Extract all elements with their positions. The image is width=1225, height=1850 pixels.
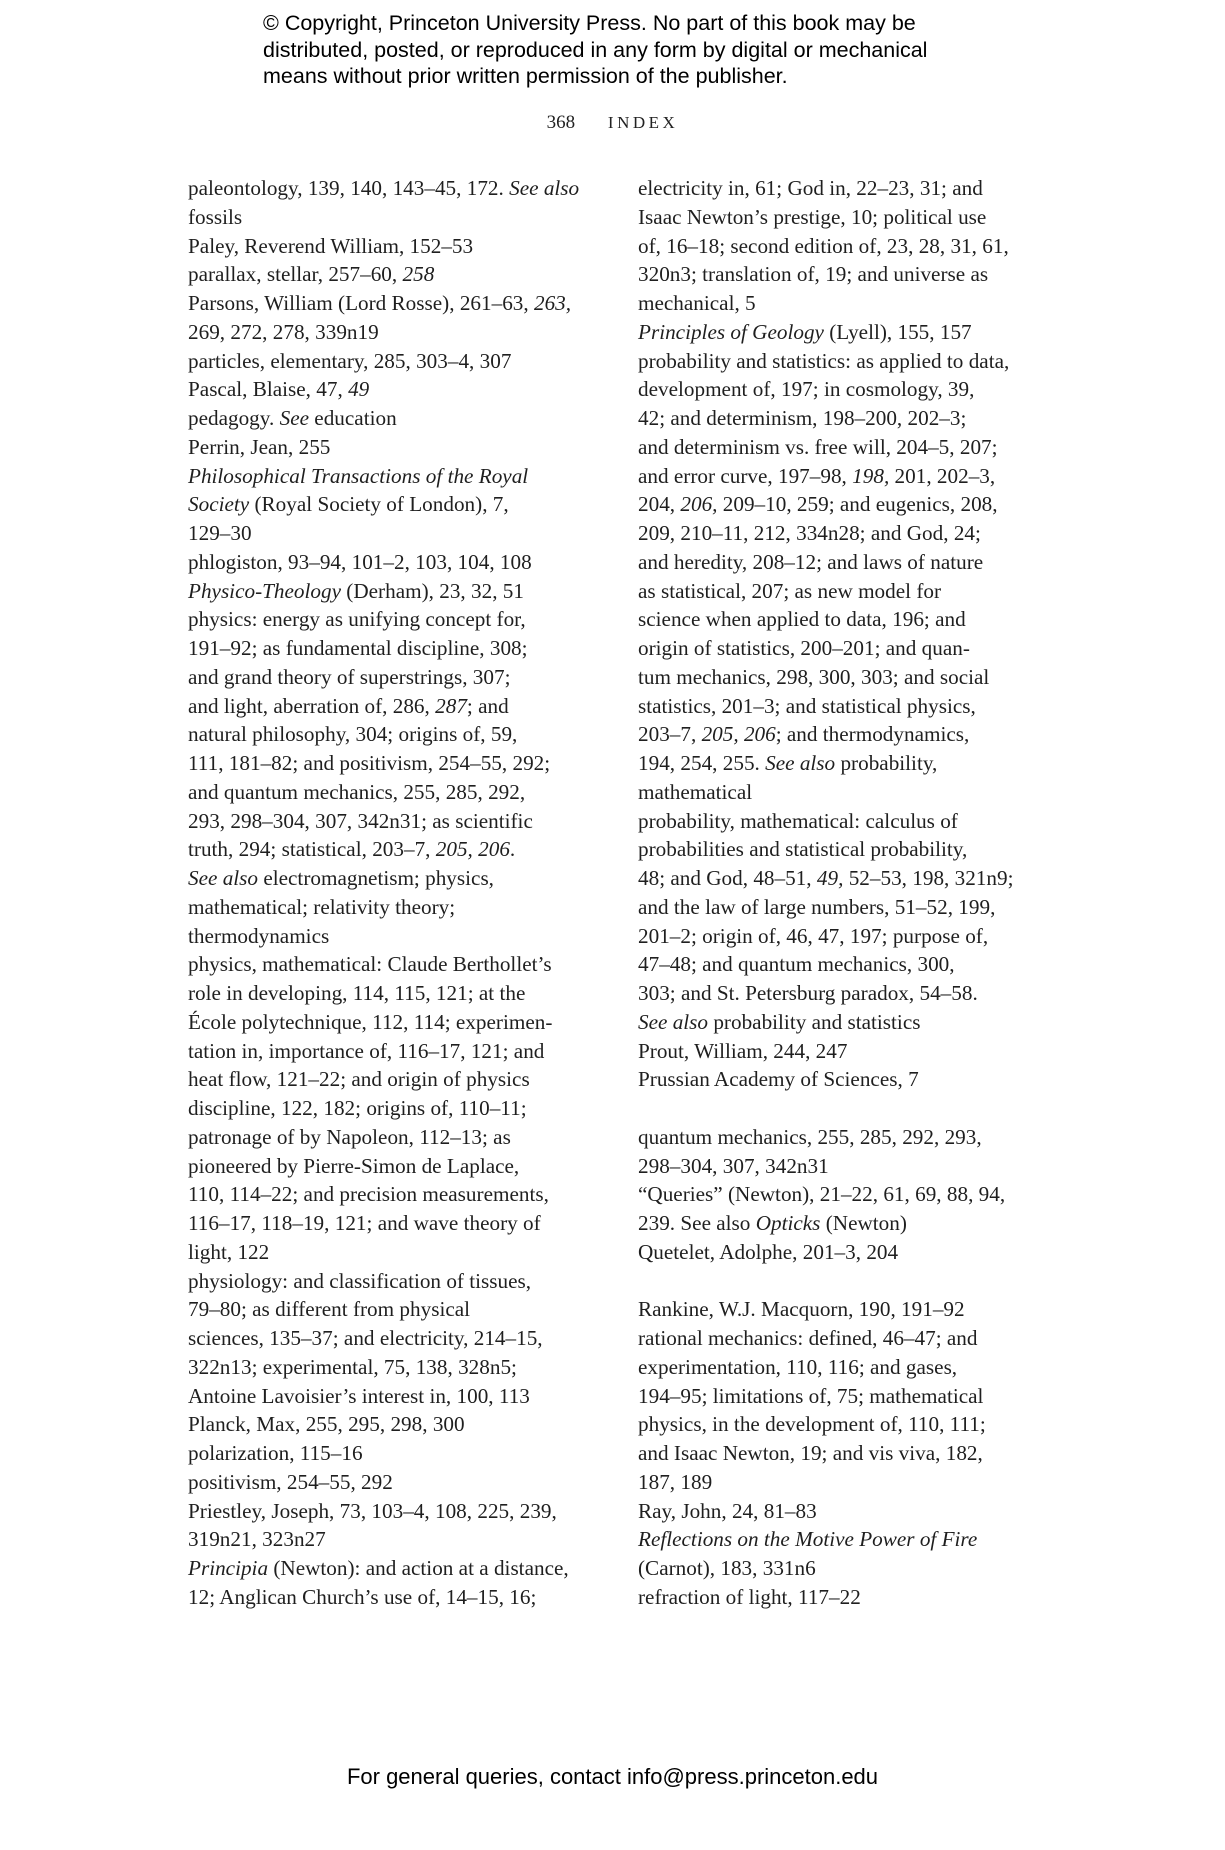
text: 203–7, xyxy=(638,722,702,747)
index-entry-line xyxy=(638,462,1068,491)
text: physics: energy as unifying concept for, xyxy=(188,607,526,632)
italic-text: Physico-Theology xyxy=(188,578,341,603)
index-entry-line xyxy=(638,979,1068,1008)
text: refraction of light, 117–22 xyxy=(638,1584,861,1609)
index-entry xyxy=(188,1439,618,1468)
text: Prussian Academy of Sciences, 7 xyxy=(638,1067,919,1092)
index-entry-line xyxy=(638,1583,1068,1612)
text: polarization, 115–16 xyxy=(188,1441,363,1465)
text: mechanical, 5 xyxy=(638,291,756,315)
index-entry xyxy=(188,462,618,548)
index-entry-line xyxy=(188,835,618,864)
index-entry-line xyxy=(188,577,618,606)
index-entry-line xyxy=(638,404,1068,433)
text: and the law of large numbers, 51–52, 199, xyxy=(638,894,996,919)
index-entry-line xyxy=(188,1382,618,1411)
text: 209–10, 259; and eugenics, 208, xyxy=(717,492,998,517)
index-entry-line xyxy=(638,864,1068,893)
index-entry-line xyxy=(188,1324,618,1353)
index-entry-line xyxy=(188,1238,618,1267)
italic-text: See also xyxy=(509,176,580,200)
index-entry-line xyxy=(188,548,618,577)
index-entry xyxy=(188,1410,618,1439)
italic-text: 205, 206 xyxy=(435,837,510,862)
text: electromagnetism; physics, xyxy=(258,866,494,890)
index-entry-line xyxy=(188,1295,618,1324)
index-entry-line xyxy=(638,1497,1068,1526)
text: parallax, stellar, 257–60, xyxy=(188,262,403,287)
index-entry xyxy=(188,375,618,404)
index-entry xyxy=(188,950,618,1266)
text: 209, 210–11, 212, 334n28; and God, 24; xyxy=(638,521,981,545)
text: Paley, Reverend William, 152–53 xyxy=(188,233,474,258)
text: Priestley, Joseph, 73, 103–4, 108, 225, 239, xyxy=(188,1498,557,1523)
text: quantum mechanics, 255, 285, 292, 293, xyxy=(638,1124,982,1149)
text: (Newton): and action at a distance, xyxy=(268,1556,569,1580)
index-entry xyxy=(188,548,618,577)
index-entry-line xyxy=(188,950,618,979)
index-entry-line xyxy=(188,1267,618,1296)
text: light, 122 xyxy=(188,1239,270,1264)
text: 204, xyxy=(638,492,681,517)
index-entry-line xyxy=(188,519,618,548)
index-entry-line xyxy=(188,1037,618,1066)
text: 303; and St. Petersburg paradox, 54–58. xyxy=(638,981,978,1005)
text: ; and thermodynamics, xyxy=(775,722,970,747)
index-entry-line xyxy=(188,692,618,721)
index-entry-line xyxy=(188,1525,618,1554)
copyright-line: distributed, posted, or reproduced in any form by digital or mechanical xyxy=(263,37,928,62)
index-entry-line xyxy=(638,1554,1068,1583)
index-entry-line xyxy=(638,1324,1068,1353)
index-entry-line xyxy=(188,893,618,922)
index-entry-line xyxy=(638,720,1068,749)
text: truth, 294; statistical, 203–7, xyxy=(188,837,436,862)
index-entry xyxy=(638,1065,1068,1094)
text: 191–92; as fundamental discipline, 308; xyxy=(188,636,528,660)
index-entry-line xyxy=(638,663,1068,692)
index-entry-line xyxy=(638,1295,1068,1324)
text: Quetelet, Adolphe, 201–3, 204 xyxy=(638,1239,899,1264)
text: “Queries” (Newton), 21–22, 61, 69, 88, 94, xyxy=(638,1182,1006,1207)
index-entry-line xyxy=(638,749,1068,778)
italic-text: Opticks xyxy=(755,1211,821,1235)
text: Antoine Lavoisier’s interest in, 100, 113 xyxy=(188,1383,530,1408)
text: mathematical xyxy=(638,779,753,804)
text: thermodynamics xyxy=(188,923,330,948)
index-column-right xyxy=(638,174,1068,1612)
text: 116–17, 118–19, 121; and wave theory of xyxy=(188,1211,541,1235)
text: probability and statistics: as applied to data, xyxy=(638,348,1010,373)
text: 319n21, 323n27 xyxy=(188,1527,326,1552)
index-entry-line xyxy=(188,490,618,519)
index-entry xyxy=(188,260,618,289)
index-entry xyxy=(638,1324,1068,1497)
index-entry-line xyxy=(188,1008,618,1037)
index-entry-line xyxy=(638,1353,1068,1382)
index-entry-line xyxy=(638,893,1068,922)
text: physiology: and classification of tissues, xyxy=(188,1268,532,1293)
index-entry xyxy=(638,1295,1068,1324)
text: Rankine, W.J. Macquorn, 190, 191–92 xyxy=(638,1297,965,1322)
text: ; and xyxy=(466,693,509,718)
italic-text: See also xyxy=(638,1009,709,1034)
index-entry-line xyxy=(638,778,1068,807)
text: 201–2; origin of, 46, 47, 197; purpose of, xyxy=(638,923,989,948)
text: 12; Anglican Church’s use of, 14–15, 16; xyxy=(188,1584,537,1609)
index-entry xyxy=(638,1525,1068,1583)
text: experimentation, 110, 116; and gases, xyxy=(638,1354,958,1379)
index-entry-line xyxy=(638,1209,1068,1238)
index-entry xyxy=(638,1180,1068,1238)
text: physics, mathematical: Claude Berthollet’s xyxy=(188,952,552,977)
index-entry-line xyxy=(188,347,618,376)
text: positivism, 254–55, 292 xyxy=(188,1469,393,1494)
text: (Carnot), 183, 331n6 xyxy=(638,1556,816,1580)
index-entry-line xyxy=(638,174,1068,203)
text: development of, 197; in cosmology, 39, xyxy=(638,377,975,402)
index-entry xyxy=(188,404,618,433)
text: 201, 202–3, xyxy=(889,463,996,488)
index-entry-line xyxy=(638,1410,1068,1439)
italic-text: See also xyxy=(188,866,259,890)
text: 194, 254, 255. xyxy=(638,751,766,775)
index-entry-line xyxy=(638,634,1068,663)
index-entry-line xyxy=(188,634,618,663)
index-entry xyxy=(188,433,618,462)
index-entry-line xyxy=(188,289,618,318)
text: heat flow, 121–22; and origin of physics xyxy=(188,1067,530,1092)
index-entry-line xyxy=(638,318,1068,347)
text: fossils xyxy=(188,204,243,229)
text: probabilities and statistical probability, xyxy=(638,837,968,862)
text: Planck, Max, 255, 295, 298, 300 xyxy=(188,1412,465,1437)
italic-text: Principles of Geology xyxy=(638,319,824,344)
index-entry-line xyxy=(188,605,618,634)
index-entry xyxy=(188,605,618,950)
text: 320n3; translation of, 19; and universe as xyxy=(638,262,989,287)
index-entry-line xyxy=(188,1209,618,1238)
text: phlogiston, 93–94, 101–2, 103, 104, 108 xyxy=(188,549,532,574)
text: (Royal Society of London), 7, xyxy=(249,492,509,517)
index-entry-line xyxy=(188,979,618,1008)
index-entry xyxy=(188,174,618,232)
text: Pascal, Blaise, 47, xyxy=(188,377,349,402)
index-entry xyxy=(188,289,618,347)
index-entry-line xyxy=(188,1497,618,1526)
index-entry-line xyxy=(188,1123,618,1152)
italic-text: 198, xyxy=(852,463,890,488)
text: 239. See also xyxy=(638,1211,756,1235)
text: particles, elementary, 285, 303–4, 307 xyxy=(188,348,512,373)
index-entry-line xyxy=(188,1439,618,1468)
index-entry-line xyxy=(188,260,618,289)
index-entry-line xyxy=(638,835,1068,864)
italic-text: Society xyxy=(188,492,250,517)
index-entry-line xyxy=(188,1152,618,1181)
text: of, 16–18; second edition of, 23, 28, 31, 61, xyxy=(638,233,1009,258)
text: Isaac Newton’s prestige, 10; political use xyxy=(638,204,987,229)
italic-text: 49 xyxy=(348,377,370,402)
index-entry-line xyxy=(188,749,618,778)
index-entry-continued xyxy=(638,174,1068,318)
index-entry-line xyxy=(188,1554,618,1583)
text: Prout, William, 244, 247 xyxy=(638,1038,848,1063)
index-entry-line xyxy=(188,807,618,836)
italic-text: 263, xyxy=(533,291,572,315)
index-entry-line xyxy=(638,232,1068,261)
text: pioneered by Pierre-Simon de Laplace, xyxy=(188,1153,520,1178)
italic-text: Reflections on the Motive Power of Fire xyxy=(638,1527,978,1552)
index-entry-line xyxy=(638,1525,1068,1554)
index-entry-line xyxy=(638,1037,1068,1066)
index-entry-line xyxy=(188,1583,618,1612)
index-entry-line xyxy=(188,1353,618,1382)
text: tation in, importance of, 116–17, 121; and xyxy=(188,1038,545,1063)
text: education xyxy=(309,406,397,430)
text: electricity in, 61; God in, 22–23, 31; and xyxy=(638,176,983,200)
text: natural philosophy, 304; origins of, 59, xyxy=(188,722,518,747)
index-entry-line xyxy=(188,203,618,232)
index-entry-line xyxy=(188,1468,618,1497)
text: (Derham), 23, 32, 51 xyxy=(340,578,524,603)
index-column-left xyxy=(188,174,618,1612)
italic-text: See also xyxy=(765,751,836,775)
text: mathematical; relativity theory; xyxy=(188,894,456,919)
text: and light, aberration of, 286, xyxy=(188,693,436,718)
index-entry-line xyxy=(638,289,1068,318)
text: physics, in the development of, 110, 111; xyxy=(638,1412,986,1437)
index-entry xyxy=(638,1497,1068,1526)
text: 298–304, 307, 342n31 xyxy=(638,1153,829,1178)
text: Parsons, William (Lord Rosse), 261–63, xyxy=(188,291,534,315)
index-entry xyxy=(188,232,618,261)
running-head xyxy=(0,112,1225,134)
index-entry-line xyxy=(188,375,618,404)
index-entry xyxy=(638,807,1068,1037)
text: role in developing, 114, 115, 121; at the xyxy=(188,981,526,1005)
index-entry-line xyxy=(188,778,618,807)
index-entry-line xyxy=(188,1065,618,1094)
index-entry-line xyxy=(638,1468,1068,1497)
italic-text: Principia xyxy=(188,1556,269,1580)
text: 42; and determinism, 198–200, 202–3; xyxy=(638,406,967,430)
index-entry xyxy=(188,1554,618,1612)
index-entry-line xyxy=(188,1410,618,1439)
text: Perrin, Jean, 255 xyxy=(188,434,331,459)
index-entry-line xyxy=(638,490,1068,519)
section-title: INDEX xyxy=(607,113,679,132)
index-entry-line xyxy=(188,404,618,433)
italic-text: 287 xyxy=(435,693,467,718)
text: tum mechanics, 298, 300, 303; and social xyxy=(638,664,990,689)
text: discipline, 122, 182; origins of, 110–11; xyxy=(188,1096,527,1120)
index-entry-line xyxy=(188,1180,618,1209)
text: and quantum mechanics, 255, 285, 292, xyxy=(188,779,526,804)
text: 79–80; as different from physical xyxy=(188,1297,471,1322)
text: origin of statistics, 200–201; and quan- xyxy=(638,636,970,660)
index-entry xyxy=(188,1497,618,1555)
text: 194–95; limitations of, 75; mathematical xyxy=(638,1383,984,1408)
text: and heredity, 208–12; and laws of nature xyxy=(638,549,984,574)
text: paleontology, 139, 140, 143–45, 172. xyxy=(188,176,510,200)
index-entry-line xyxy=(638,807,1068,836)
text: and determinism vs. free will, 204–5, 207; xyxy=(638,434,998,459)
text: 111, 181–82; and positivism, 254–55, 292; xyxy=(188,751,551,775)
text: École polytechnique, 112, 114; experimen- xyxy=(188,1009,553,1034)
index-entry-line xyxy=(638,1123,1068,1152)
footer-contact: For general queries, contact info@press.princeton.edu xyxy=(346,1764,879,1789)
index-entry-line xyxy=(188,1094,618,1123)
index-entry xyxy=(188,1468,618,1497)
italic-text: Philosophical Transactions of the Royal xyxy=(188,463,529,488)
index-entry xyxy=(638,1238,1068,1267)
text: 47–48; and quantum mechanics, 300, xyxy=(638,952,955,977)
text: rational mechanics: defined, 46–47; and xyxy=(638,1326,978,1350)
index-entry-line xyxy=(638,347,1068,376)
index-entry-line xyxy=(188,922,618,951)
index-entry-line xyxy=(188,663,618,692)
text: 110, 114–22; and precision measurements, xyxy=(188,1182,549,1207)
index-entry-line xyxy=(638,519,1068,548)
index-entry-line xyxy=(638,1439,1068,1468)
italic-text: 205, 206 xyxy=(701,722,776,747)
text: patronage of by Napoleon, 112–13; as xyxy=(188,1124,511,1149)
text: probability, xyxy=(835,751,938,775)
text: 293, 298–304, 307, 342n31; as scientific xyxy=(188,808,533,833)
italic-text: 49, xyxy=(816,866,844,890)
index-entry-line xyxy=(638,1238,1068,1267)
index-entry-line xyxy=(638,260,1068,289)
index-entry xyxy=(188,1267,618,1411)
index-entry-line xyxy=(638,1180,1068,1209)
index-entry-line xyxy=(638,605,1068,634)
text: . xyxy=(509,837,516,862)
text: 187, 189 xyxy=(638,1469,713,1494)
copyright-line: © Copyright, Princeton University Press. No part of this book may be xyxy=(263,11,916,35)
text: as statistical, 207; as new model for xyxy=(638,578,942,603)
text: and Isaac Newton, 19; and vis viva, 182, xyxy=(638,1441,983,1465)
index-entry-line xyxy=(638,548,1068,577)
index-entry-line xyxy=(188,174,618,203)
index-entry-line xyxy=(188,318,618,347)
text: 269, 272, 278, 339n19 xyxy=(188,319,379,344)
index-entry-line xyxy=(638,1065,1068,1094)
copyright-notice xyxy=(263,10,1023,90)
index-entry-line xyxy=(638,692,1068,721)
index-entry xyxy=(638,318,1068,347)
text: statistics, 201–3; and statistical physics, xyxy=(638,693,976,718)
index-entry-line xyxy=(188,433,618,462)
index-entry-line xyxy=(638,1382,1068,1411)
text: sciences, 135–37; and electricity, 214–15, xyxy=(188,1326,543,1350)
index-entry-line xyxy=(638,1152,1068,1181)
text: science when applied to data, 196; and xyxy=(638,607,966,632)
index-entry xyxy=(638,1123,1068,1181)
italic-text: 206, xyxy=(680,492,718,517)
text: probability, mathematical: calculus of xyxy=(638,808,958,833)
text: probability and statistics xyxy=(708,1009,921,1034)
italic-text: 258 xyxy=(402,262,435,287)
text: and error curve, 197–98, xyxy=(638,463,853,488)
index-entry-line xyxy=(638,1008,1068,1037)
text: 52–53, 198, 321n9; xyxy=(843,866,1014,890)
index-entry-line xyxy=(188,232,618,261)
page-number: 368 xyxy=(546,112,576,133)
copyright-line: means without prior written permission of the publisher. xyxy=(263,64,788,88)
index-entry-line xyxy=(638,922,1068,951)
index-entry-line xyxy=(638,433,1068,462)
text: Ray, John, 24, 81–83 xyxy=(638,1498,817,1523)
index-entry xyxy=(188,577,618,606)
text: 322n13; experimental, 75, 138, 328n5; xyxy=(188,1354,517,1379)
index-entry-line xyxy=(638,950,1068,979)
index-entry-line xyxy=(638,577,1068,606)
index-entry-line xyxy=(188,864,618,893)
text: and grand theory of superstrings, 307; xyxy=(188,664,511,689)
text: pedagogy. xyxy=(188,406,280,430)
index-entry-line xyxy=(638,375,1068,404)
index-entry xyxy=(188,347,618,376)
italic-text: See xyxy=(279,406,309,430)
index-entry xyxy=(638,1583,1068,1612)
text: 129–30 xyxy=(188,521,252,545)
index-entry-line xyxy=(188,720,618,749)
index-entry-line xyxy=(638,203,1068,232)
index-entry xyxy=(638,1037,1068,1066)
index-entry-line xyxy=(188,462,618,491)
text: 48; and God, 48–51, xyxy=(638,866,817,890)
index-entry xyxy=(638,347,1068,807)
text: (Newton) xyxy=(820,1211,907,1235)
text: (Lyell), 155, 157 xyxy=(823,319,972,344)
